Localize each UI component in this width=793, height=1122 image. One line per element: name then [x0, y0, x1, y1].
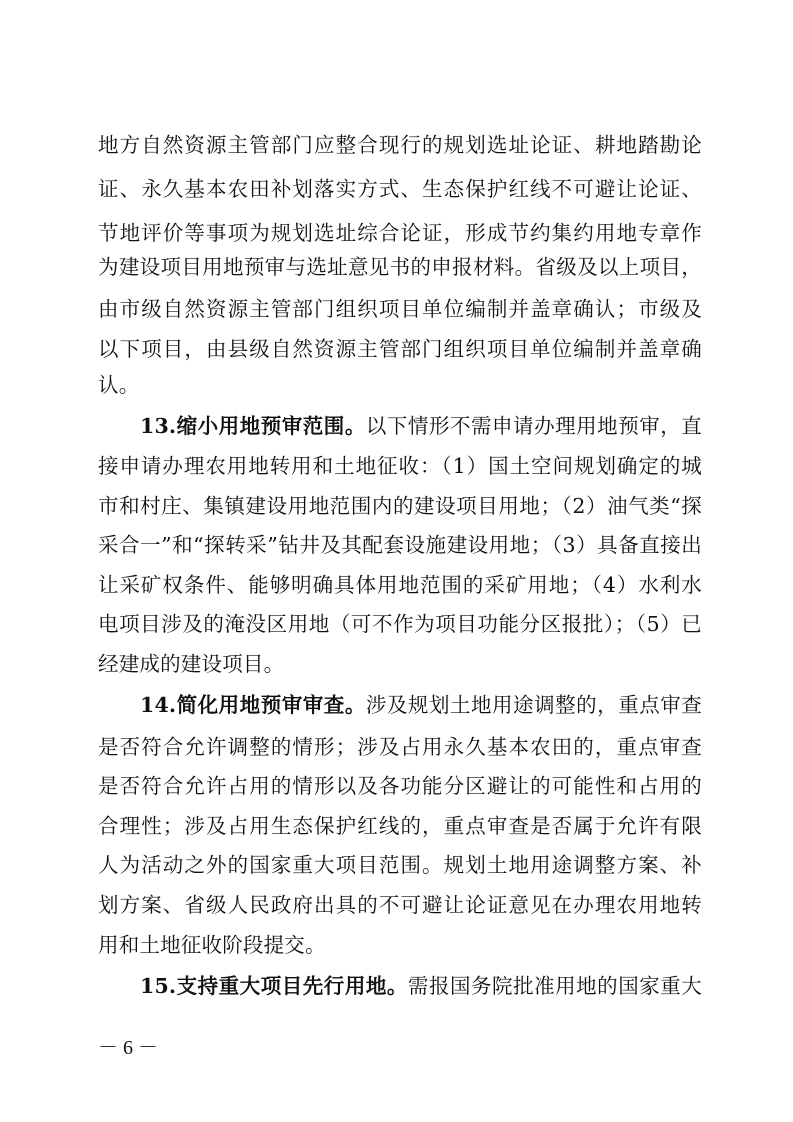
item-15-heading: 15.支持重大项目先行用地。	[140, 974, 408, 998]
text-line: 划方案、省级人民政府出具的不可避让论证意见在办理农用地转	[98, 893, 702, 917]
item-13-text: 以下情形不需申请办理用地预审，直	[365, 414, 702, 438]
page-number: － 6 －	[98, 1037, 158, 1059]
text-line: 节地评价等事项为规划选址综合论证，形成节约集约用地专章作	[98, 221, 702, 245]
item-15-first-line	[140, 974, 702, 998]
text-line: 接申请办理农用地转用和土地征收：（1）国土空间规划确定的城	[98, 454, 702, 478]
text-line: 采合一”和“探转采”钻井及其配套设施建设用地；（3）具备直接出	[98, 533, 702, 557]
item-13-first-line	[140, 414, 702, 438]
item-14-heading: 14.简化用地预审审查。	[140, 693, 366, 717]
text-line: 电项目涉及的淹没区用地（可不作为项目功能分区报批）；（5）已	[98, 612, 702, 636]
text-line: 为建设项目用地预审与选址意见书的申报材料。省级及以上项目，	[98, 255, 702, 279]
text-line: 用和土地征收阶段提交。	[98, 933, 326, 957]
text-line: 市和村庄、集镇建设用地范围内的建设项目用地；（2）油气类“探	[98, 494, 702, 518]
item-15-text: 需报国务院批准用地的国家重大	[407, 974, 702, 998]
text-line: 合理性；涉及占用生态保护红线的，重点审查是否属于允许有限	[98, 814, 702, 838]
text-line: 证、永久基本农田补划落实方式、生态保护红线不可避让论证、	[98, 177, 702, 201]
text-line: 地方自然资源主管部门应整合现行的规划选址论证、耕地踏勘论	[98, 133, 702, 157]
item-13-heading: 13.缩小用地预审范围。	[140, 414, 366, 438]
item-14-text: 涉及规划土地用途调整的，重点审查	[365, 693, 702, 717]
text-line: 由市级自然资源主管部门组织项目单位编制并盖章确认；市级及	[98, 297, 702, 321]
text-line: 是否符合允许调整的情形；涉及占用永久基本农田的，重点审查	[98, 735, 702, 759]
text-line: 经建成的建设项目。	[98, 652, 285, 676]
text-line: 让采矿权条件、能够明确具体用地范围的采矿用地；（4）水利水	[98, 573, 702, 597]
text-line: 以下项目，由县级自然资源主管部门组织项目单位编制并盖章确	[98, 337, 702, 361]
text-line: 认。	[98, 373, 140, 397]
item-14-first-line	[140, 693, 702, 717]
text-line: 是否符合允许占用的情形以及各功能分区避让的可能性和占用的	[98, 774, 702, 798]
text-line: 人为活动之外的国家重大项目范围。规划土地用途调整方案、补	[98, 853, 702, 877]
